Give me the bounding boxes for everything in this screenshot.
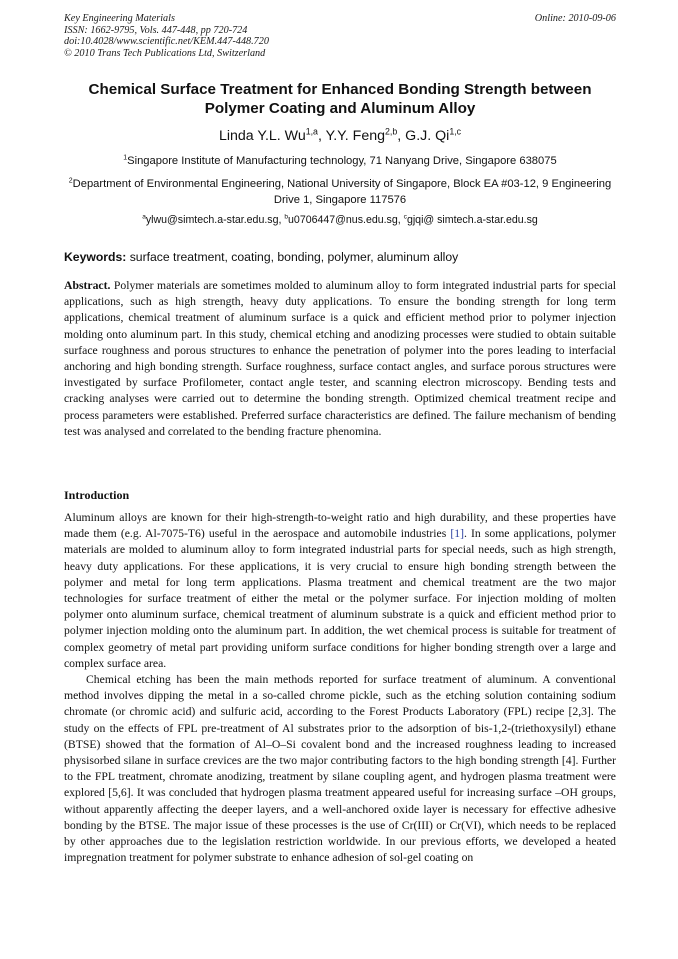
email-address: ylwu@simtech.a-star.edu.sg, xyxy=(145,214,282,226)
email-superscript: c xyxy=(403,213,407,221)
author-list: Linda Y.L. Wu$^{1,a}$, Y.Y. Feng$^{2,b}$, G.J. Qi$^{1,c}$ xyxy=(218,126,462,144)
intro-paragraph-2: Chemical etching has been the main methods reported for surface treatment of aluminum. A conventional method involves dipping the metal in a so-called chrome pickle, such as the etching solution containing sodium chromate (or chromic acid) and sulfuric acid, according to the Forest Products Laboratory (FPL) recipe [2,3]. The study on the effects of FPL pre-treatment of Al substrates prior to the adsorption of bis-1,2-(triethoxysilyl) ethane (BTSE) showed that the formation of Al–O–Si covalent bond and the increased roughness leading to increased physisorbed silane in surface crevices are the two major contributing factors to the high bonding strength [4]. Further to the FPL treatment, chromate anodizing, treatment by silane coupling agent, and hydrogen plasma treatment were explored [5,6]. It was concluded that hydrogen plasma treatment appeared useful for increasing surface –OH groups, without apparently affecting the deeper layers, and a well-anchored oxide layer is necessary for effective adhesive bonding by the BTSE. The major issue of these processes is the use of Cr(III) or Cr(VI), which needs to be replaced by other approaches due to the legislation restriction worldwide. In our previous efforts, we developed a heated impregnation treatment for polymer substrate to enhance adhesion of sol-gel coating on xyxy=(64,673,616,865)
introduction-body xyxy=(64,510,616,866)
publication-header xyxy=(64,13,616,59)
author-superscript: 1,a xyxy=(305,126,318,137)
intro-paragraph-1 xyxy=(64,510,616,672)
email-list xyxy=(64,214,616,226)
citation-link[interactable]: [1] xyxy=(450,527,464,541)
journal-name: Key Engineering Materials xyxy=(64,13,175,24)
introduction-heading: Introduction xyxy=(64,488,130,502)
intro-text: . In some applications, polymer materials are molded to aluminum alloy to form integrated industrial parts for special needs, such as high strength, heavy duty applications. For these applications, it is very crucial to ensure high bonding strength between the polymer and metal for long term applications. Plasma treatment and chemical treatment are the two major technologies for surface treatment of either the metal or the polymer surface. For injection molding of molten polymer onto aluminum surface, chemical treatment of aluminum substrate is a quick and efficient method prior to polymer injection molding onto the aluminum part. In addition, the wet chemical process is suitable for treatment of complex geometry of metal part providing uniform surface conditions for higher bonding strength over a large and complex surface area. xyxy=(64,527,616,670)
author-name: Y.Y. Feng xyxy=(325,128,386,144)
intro-text: Aluminum alloys are known for their high-strength-to-weight ratio and high durability, and these properties have made them (e.g. Al-7075-T6) useful in the aerospace and automobile industries xyxy=(64,511,616,541)
abstract-paragraph xyxy=(64,278,616,440)
doi-line: doi:10.4028/www.scientific.net/KEM.447-448.720 xyxy=(64,36,269,48)
affiliation-1 xyxy=(64,154,616,170)
email-superscript: b xyxy=(284,213,289,221)
keywords-line xyxy=(64,250,616,264)
copyright-line: © 2010 Trans Tech Publications Ltd, Switzerland xyxy=(64,47,266,59)
keywords-label: Keywords: xyxy=(64,250,127,264)
paper-title: Chemical Surface Treatment for Enhanced Bonding Strength between Polymer Coating and Aluminum Alloy xyxy=(88,81,592,117)
online-date: Online: 2010-09-06 xyxy=(534,13,616,24)
email-superscript: a xyxy=(142,213,146,221)
email-address: gjqi@ simtech.a-star.edu.sg xyxy=(406,214,538,226)
author-superscript: 2,b xyxy=(385,126,398,137)
abstract-label: Abstract. xyxy=(64,279,111,292)
author-name: G.J. Qi xyxy=(405,128,450,144)
abstract-text: Polymer materials are sometimes molded to aluminum alloy to form integrated industrial parts for special applications, such as high strength, heavy duty applications. To ensure the bonding strength for long term applications, chemical treatment of aluminum surface is a quick and efficient method prior to polymer injection molding onto aluminum part. In this study, chemical etching and anodizing processes were studied to obtain suitable surface roughness and porous structures to enhance the penetration of polymer into the pores leading to interfacial anchoring and high bonding strength. Surface roughness, surface contact angles, and surface porous structures were investigated by surface Profilometer, contact angle tester, and scanning electron microscopy. Bending tests and cracking analyses were carried out to determine the bonding strength. Optimized chemical treatment recipe and process parameters were established. Preferred surface characteristics are defined. The failure mechanism of bending test was analysed and correlated to the bending fracture phenomina. xyxy=(64,279,616,438)
affiliation-text: Department of Environmental Engineering, National University of Singapore, Block EA #03-12, 9 Engineering Drive 1, Singapore 117576 xyxy=(72,178,612,206)
affiliation-text: Singapore Institute of Manufacturing technology, 71 Nanyang Drive, Singapore 638075 xyxy=(127,155,557,167)
affiliation-number: 1 xyxy=(123,154,128,162)
email-address: u0706447@nus.edu.sg, xyxy=(288,214,401,226)
keywords-text: surface treatment, coating, bonding, polymer, aluminum alloy xyxy=(129,250,459,264)
affiliation-number: 2 xyxy=(68,177,73,185)
affiliation-2 xyxy=(64,177,616,209)
issn-line: ISSN: 1662-9795, Vols. 447-448, pp 720-724 xyxy=(64,24,248,36)
author-superscript: 1,c xyxy=(449,126,462,137)
author-name: Linda Y.L. Wu xyxy=(218,128,306,144)
